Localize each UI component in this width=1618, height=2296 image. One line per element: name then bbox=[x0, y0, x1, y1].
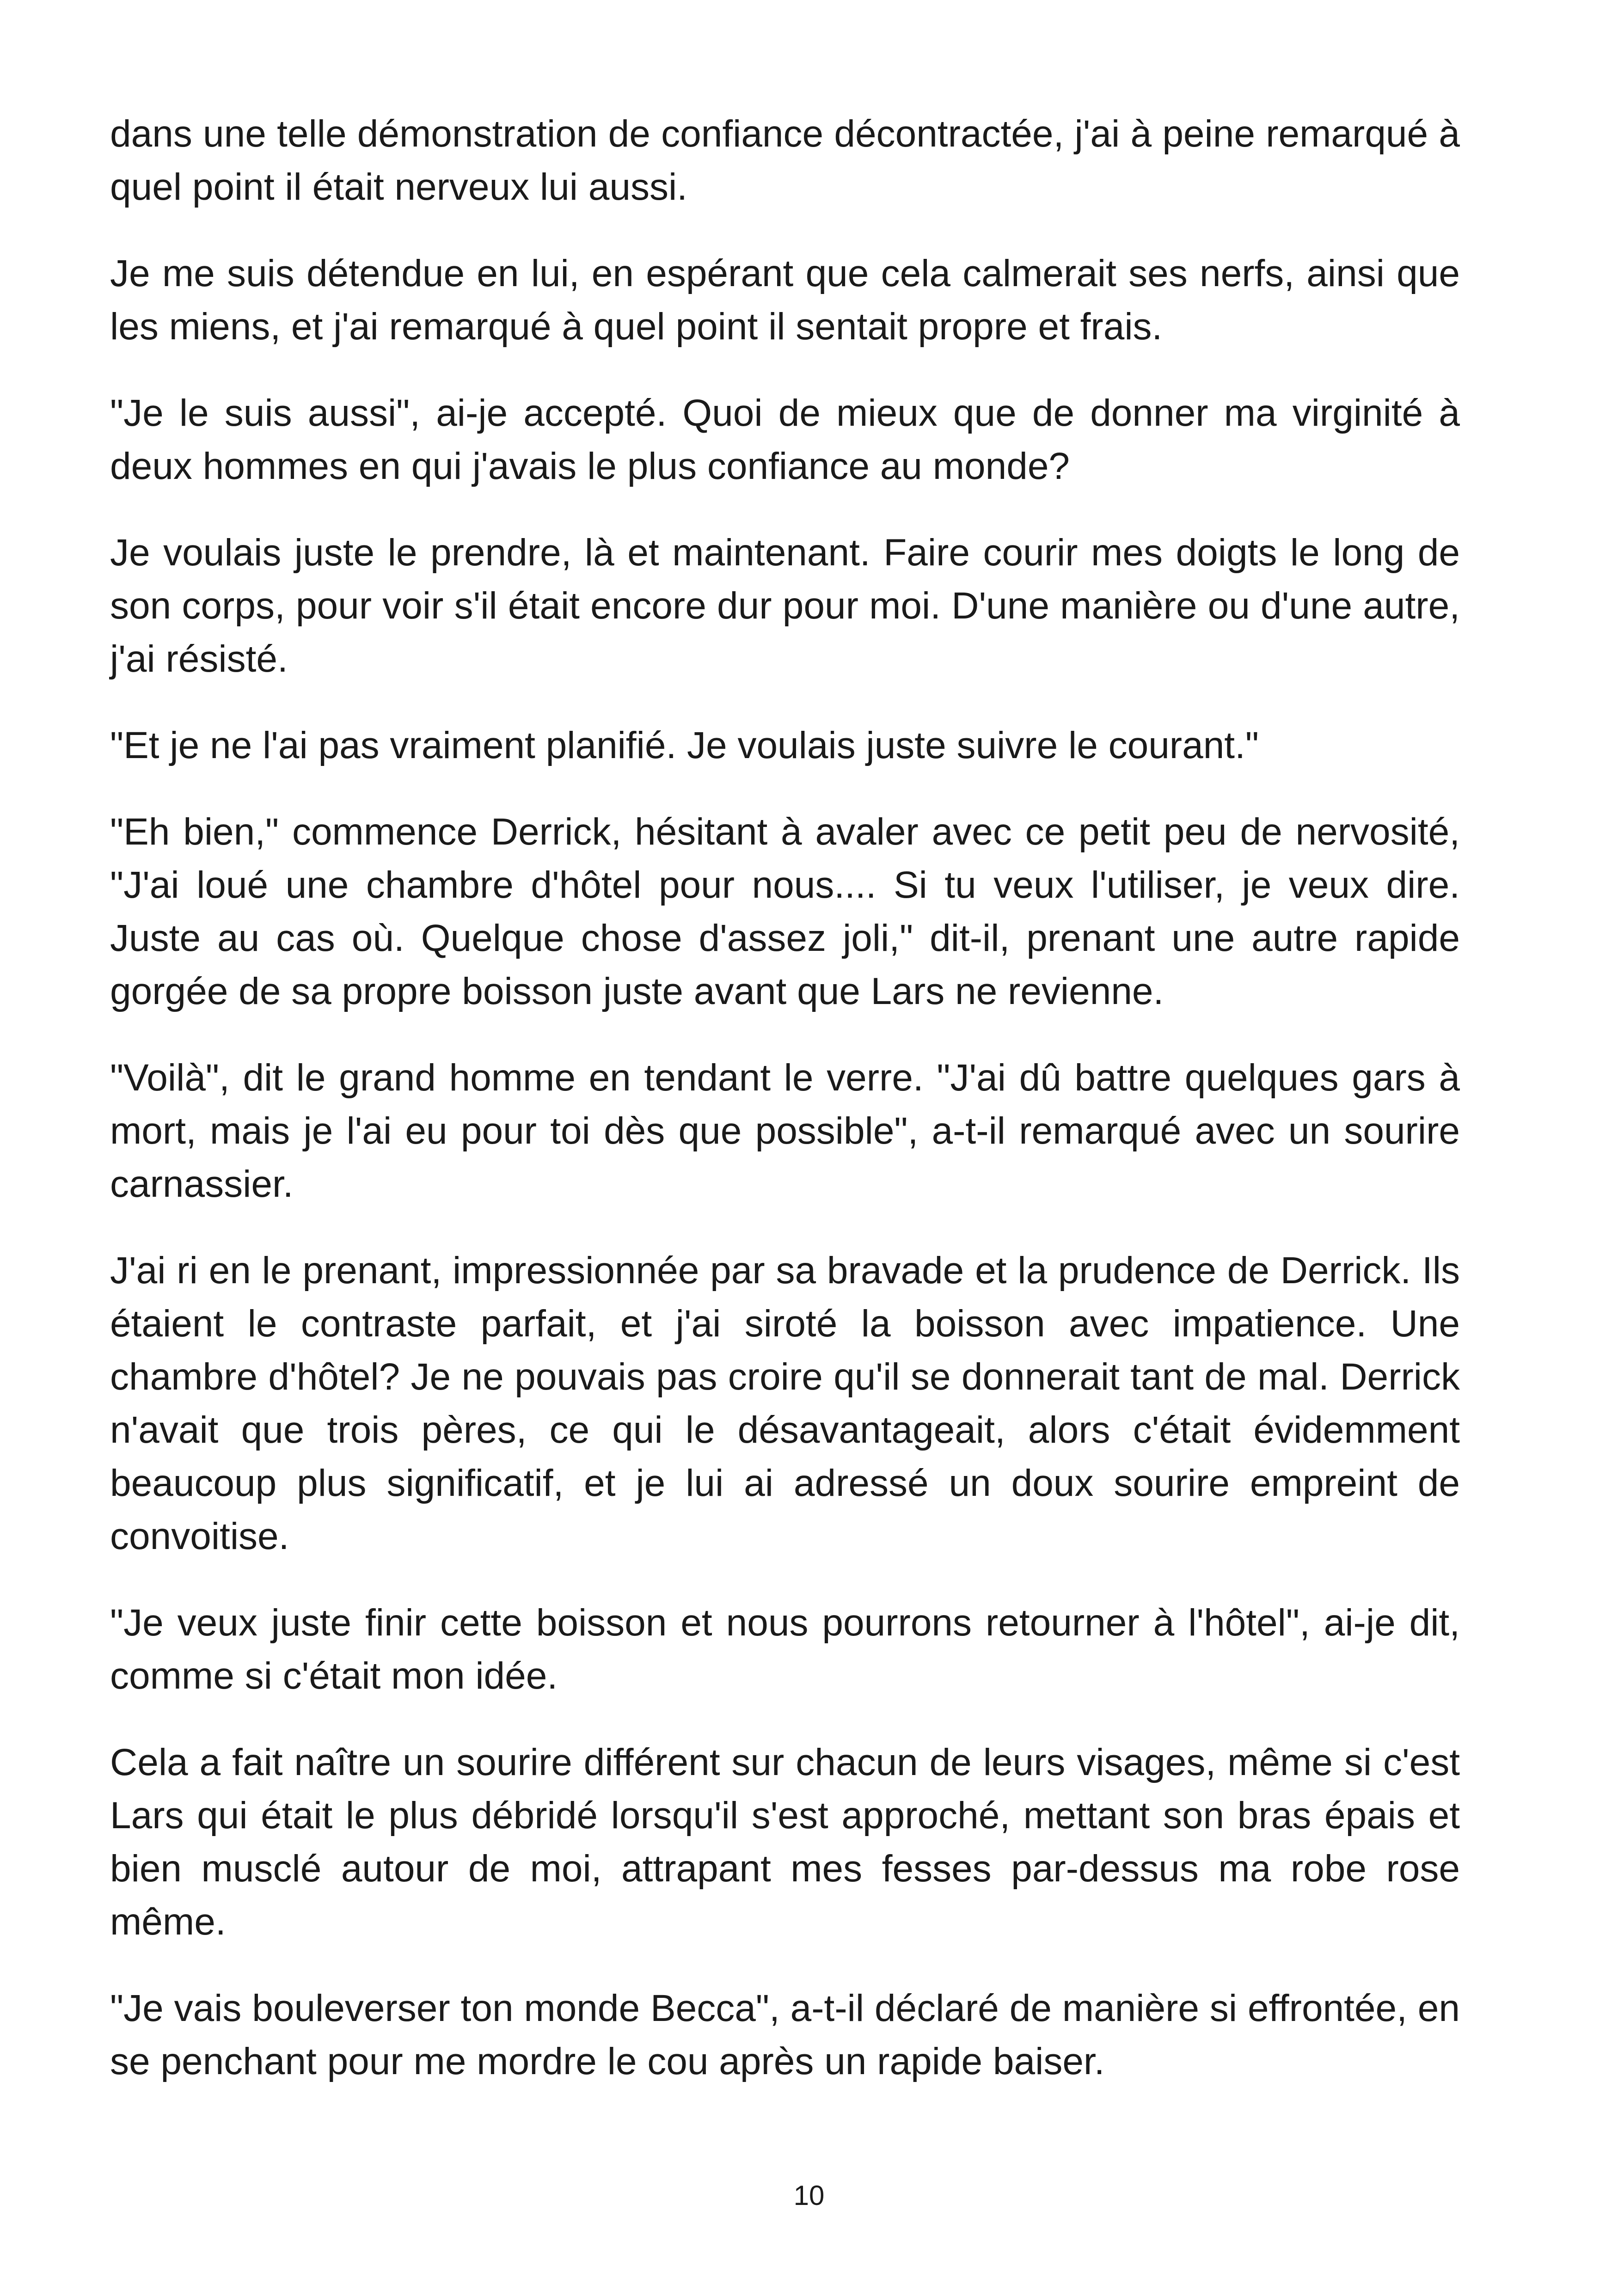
paragraph: Je voulais juste le prendre, là et maintenant. Faire courir mes doigts le long de son corps, pour voir s'il était encore dur pour moi. D'une manière ou d'une autre, j'ai résisté. bbox=[110, 532, 1460, 680]
paragraph: "Je le suis aussi", ai-je accepté. Quoi de mieux que de donner ma virginité à deux hommes en qui j'avais le plus confiance au monde? bbox=[110, 392, 1460, 487]
paragraph: dans une telle démonstration de confiance décontractée, j'ai à peine remarqué à quel point il était nerveux lui aussi. bbox=[110, 113, 1460, 208]
paragraph: "Voilà", dit le grand homme en tendant le verre. "J'ai dû battre quelques gars à mort, mais je l'ai eu pour toi dès que possible", a-t-il remarqué avec un sourire carnassier. bbox=[110, 1057, 1460, 1205]
paragraph: Je me suis détendue en lui, en espérant que cela calmerait ses nerfs, ainsi que les miens, et j'ai remarqué à quel point il sentait propre et frais. bbox=[110, 252, 1460, 348]
paragraph: "Eh bien," commence Derrick, hésitant à avaler avec ce petit peu de nervosité, "J'ai loué une chambre d'hôtel pour nous.... Si tu veux l'utiliser, je veux dire. Juste au cas où. Quelque chose d'assez joli," dit-il, prenant une autre rapide gorgée de sa propre boisson juste avant que Lars ne revienne. bbox=[110, 811, 1460, 1012]
paragraph: J'ai ri en le prenant, impressionnée par sa bravade et la prudence de Derrick. Ils étaient le contraste parfait, et j'ai siroté la boisson avec impatience. Une chambre d'hôtel? Je ne pouvais pas croire qu'il se donnerait tant de mal. Derrick n'avait que trois pères, ce qui le désavantageait, alors c'était évidemment beaucoup plus significatif, et je lui ai adressé un doux sourire empreint de convoitise. bbox=[110, 1249, 1460, 1557]
paragraph: "Et je ne l'ai pas vraiment planifié. Je voulais juste suivre le courant." bbox=[110, 724, 1259, 766]
paragraph: "Je veux juste finir cette boisson et nous pourrons retourner à l'hôtel", ai-je dit, comme si c'était mon idée. bbox=[110, 1602, 1460, 1697]
paragraph: Cela a fait naître un sourire différent sur chacun de leurs visages, même si c'est Lars qui était le plus débridé lorsqu'il s'est approché, mettant son bras épais et bien musclé autour de moi, attrapant mes fesses par-dessus ma robe rose même. bbox=[110, 1741, 1460, 1943]
paragraph: "Je vais bouleverser ton monde Becca", a-t-il déclaré de manière si effrontée, en se penchant pour me mordre le cou après un rapide baiser. bbox=[110, 1987, 1460, 2082]
page-number: 10 bbox=[793, 2180, 825, 2211]
body-text bbox=[110, 107, 1460, 2121]
